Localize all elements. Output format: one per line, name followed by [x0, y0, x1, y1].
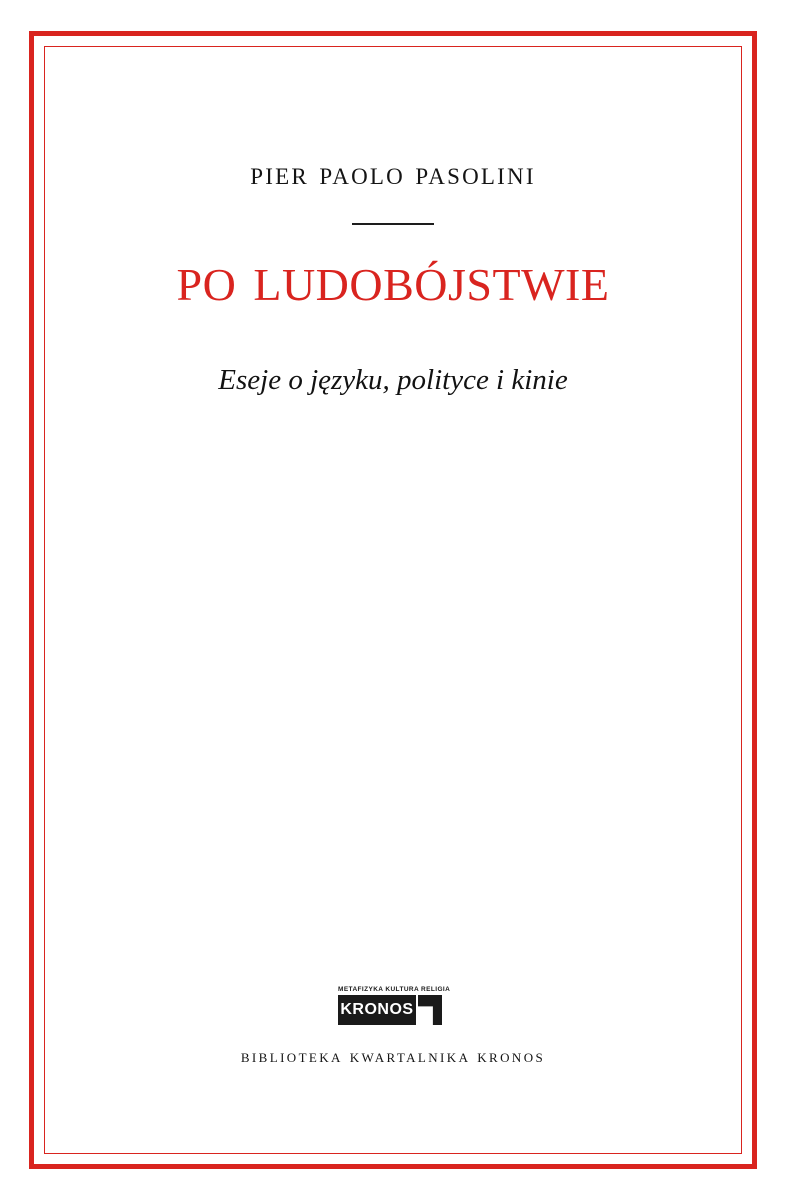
cover-content	[60, 46, 726, 1154]
publisher-tagline: METAFIZYKA KULTURA RELIGIA	[338, 986, 451, 993]
title-divider-rule	[352, 223, 434, 225]
author-name: pier paolo pasolini	[250, 156, 536, 192]
imprint-series-name: biblioteka kwartalnika kronos	[240, 1046, 546, 1066]
publisher-logo	[338, 986, 451, 1025]
publisher-logo-mark	[338, 995, 448, 1025]
logo-corner-icon	[418, 995, 442, 1025]
book-subtitle: Eseje o języku, polityce i kinie	[218, 364, 568, 396]
book-title: po ludobójstwie	[176, 242, 610, 315]
publisher-name: KRONOS	[340, 1001, 414, 1018]
